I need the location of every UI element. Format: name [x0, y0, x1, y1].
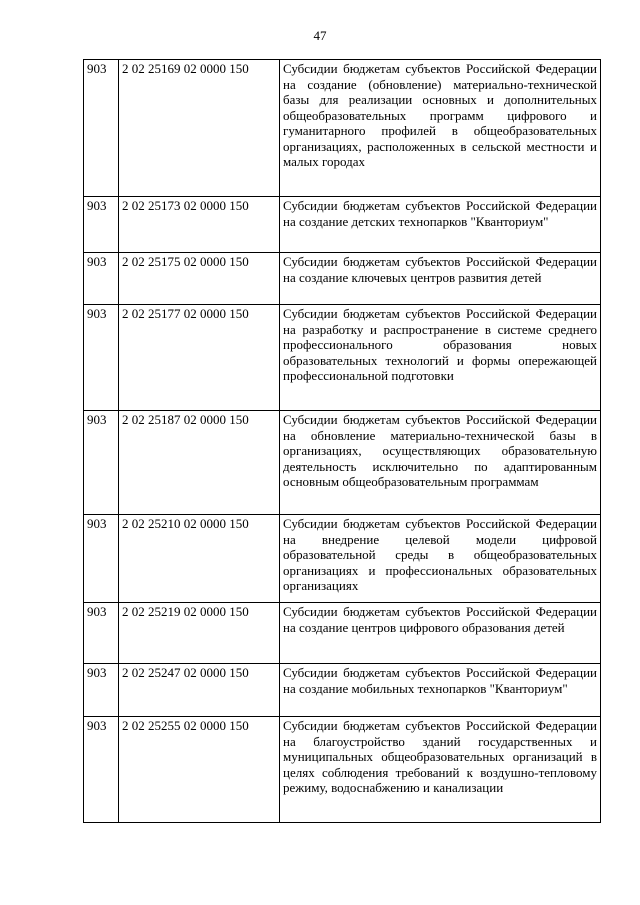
revenue-name-cell: Субсидии бюджетам субъектов Российской Федерации на внедрение целевой модели цифровой образовательной среды в общеобразовательных организациях и профессиональных образовательных организациях	[280, 515, 601, 603]
revenue-name-cell: Субсидии бюджетам субъектов Российской Федерации на создание центров цифрового образования детей	[280, 603, 601, 664]
budget-code-cell: 2 02 25177 02 0000 150	[119, 305, 280, 411]
table-row	[84, 515, 601, 603]
page-number: 47	[313, 28, 327, 43]
budget-code-cell: 2 02 25173 02 0000 150	[119, 197, 280, 253]
revenue-name-cell: Субсидии бюджетам субъектов Российской Федерации на благоустройство зданий государственных и муниципальных общеобразовательных организаций в целях соблюдения требований к воздушно-тепловому режиму, водоснабжению и канализации	[280, 717, 601, 823]
admin-code-cell: 903	[84, 664, 119, 717]
budget-code-cell: 2 02 25175 02 0000 150	[119, 253, 280, 305]
admin-code-cell: 903	[84, 515, 119, 603]
admin-code-cell: 903	[84, 603, 119, 664]
budget-code-cell: 2 02 25219 02 0000 150	[119, 603, 280, 664]
revenue-name-cell: Субсидии бюджетам субъектов Российской Федерации на разработку и распространение в системе среднего профессионального образования новых образовательных технологий и формы опережающей профессиональной подготовки	[280, 305, 601, 411]
admin-code-cell: 903	[84, 411, 119, 515]
table-row	[84, 197, 601, 253]
budget-code-cell: 2 02 25210 02 0000 150	[119, 515, 280, 603]
revenue-name-cell: Субсидии бюджетам субъектов Российской Федерации на создание мобильных технопарков "Кванториум"	[280, 664, 601, 717]
table-row	[84, 411, 601, 515]
revenue-name-cell: Субсидии бюджетам субъектов Российской Федерации на создание ключевых центров развития детей	[280, 253, 601, 305]
table-row	[84, 253, 601, 305]
admin-code-cell: 903	[84, 60, 119, 197]
budget-table-body	[84, 60, 601, 823]
admin-code-cell: 903	[84, 305, 119, 411]
revenue-name-cell: Субсидии бюджетам субъектов Российской Федерации на создание детских технопарков "Кванториум"	[280, 197, 601, 253]
budget-code-cell: 2 02 25187 02 0000 150	[119, 411, 280, 515]
admin-code-cell: 903	[84, 253, 119, 305]
revenue-name-cell: Субсидии бюджетам субъектов Российской Федерации на создание (обновление) материально-технической базы для реализации основных и дополнительных общеобразовательных программ цифрового и гуманитарного профилей в общеобразовательных организациях, расположенных в сельской местности и малых городах	[280, 60, 601, 197]
admin-code-cell: 903	[84, 197, 119, 253]
budget-code-cell: 2 02 25247 02 0000 150	[119, 664, 280, 717]
table-row	[84, 603, 601, 664]
table-row	[84, 60, 601, 197]
revenue-name-cell: Субсидии бюджетам субъектов Российской Федерации на обновление материально-технической базы в организациях, осуществляющих образовательную деятельность исключительно по адаптированным основным общеобразовательным программам	[280, 411, 601, 515]
table-row	[84, 664, 601, 717]
table-row	[84, 305, 601, 411]
budget-classification-table	[83, 59, 601, 823]
table-row	[84, 717, 601, 823]
admin-code-cell: 903	[84, 717, 119, 823]
budget-code-cell: 2 02 25169 02 0000 150	[119, 60, 280, 197]
budget-code-cell: 2 02 25255 02 0000 150	[119, 717, 280, 823]
